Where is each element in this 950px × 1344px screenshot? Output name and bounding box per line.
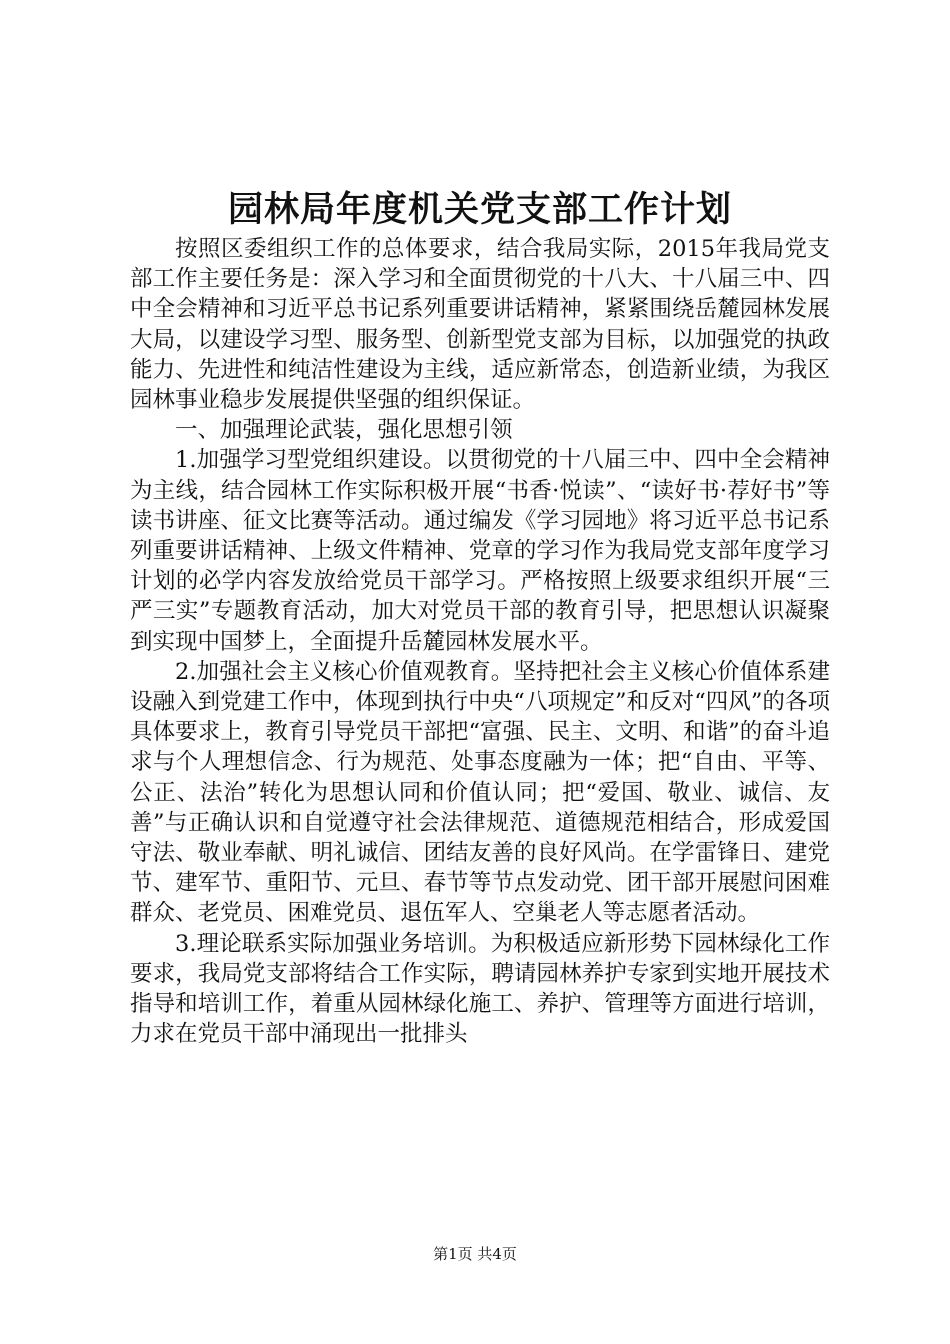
intro-paragraph: 按照区委组织工作的总体要求，结合我局实际，2015年我局党支部工作主要任务是：深入学习和全面贯彻党的十八大、十八届三中、四中全会精神和习近平总书记系列重要讲话精神，紧紧围绕岳麓园林发展大局，以建设学习型、服务型、创新型党支部为目标，以加强党的执政能力、先进性和纯洁性建设为主线，适应新常态，创造新业绩，为我区园林事业稳步发展提供坚强的组织保证。 bbox=[130, 236, 830, 414]
document-title: 园林局年度机关党支部工作计划 bbox=[227, 189, 732, 230]
section-heading: 一、加强理论武装，强化思想引领 bbox=[175, 417, 513, 444]
item-paragraph-3: 3.理论联系实际加强业务培训。为积极适应新形势下园林绿化工作要求，我局党支部将结合工作实际，聘请园林养护专家到实地开展技术指导和培训工作，着重从园林绿化施工、养护、管理等方面进行培训，力求在党员干部中涌现出一批排头 bbox=[130, 930, 830, 1048]
item-paragraph-2: 2.加强社会主义核心价值观教育。坚持把社会主义核心价值体系建设融入到党建工作中，体现到执行中央“八项规定”和反对“四风”的各项具体要求上，教育引导党员干部把“富强、民主、文明、和谐”的奋斗追求与个人理想信念、行为规范、处事态度融为一体；把“自由、平等、公正、法治”转化为思想认同和价值认同；把“爱国、敬业、诚信、友善”与正确认识和自觉遵守社会法律规范、道德规范相结合，形成爱国守法、敬业奉献、明礼诚信、团结友善的良好风尚。在学雷锋日、建党节、建军节、重阳节、元旦、春节等节点发动党、团干部开展慰问困难群众、老党员、困难党员、退伍军人、空巢老人等志愿者活动。 bbox=[130, 658, 830, 927]
document-body bbox=[130, 234, 830, 1049]
page-number-footer: 第1页 共4页 bbox=[433, 1245, 517, 1263]
item-paragraph-1: 1.加强学习型党组织建设。以贯彻党的十八届三中、四中全会精神为主线，结合园林工作实际积极开展“书香·悦读”、“读好书·荐好书”等读书讲座、征文比赛等活动。通过编发《学习园地》将习近平总书记系列重要讲话精神、上级文件精神、党章的学习作为我局党支部年度学习计划的必学内容发放给党员干部学习。严格按照上级要求组织开展“三严三实”专题教育活动，加大对党员干部的教育引导，把思想认识凝聚到实现中国梦上，全面提升岳麓园林发展水平。 bbox=[130, 447, 830, 655]
